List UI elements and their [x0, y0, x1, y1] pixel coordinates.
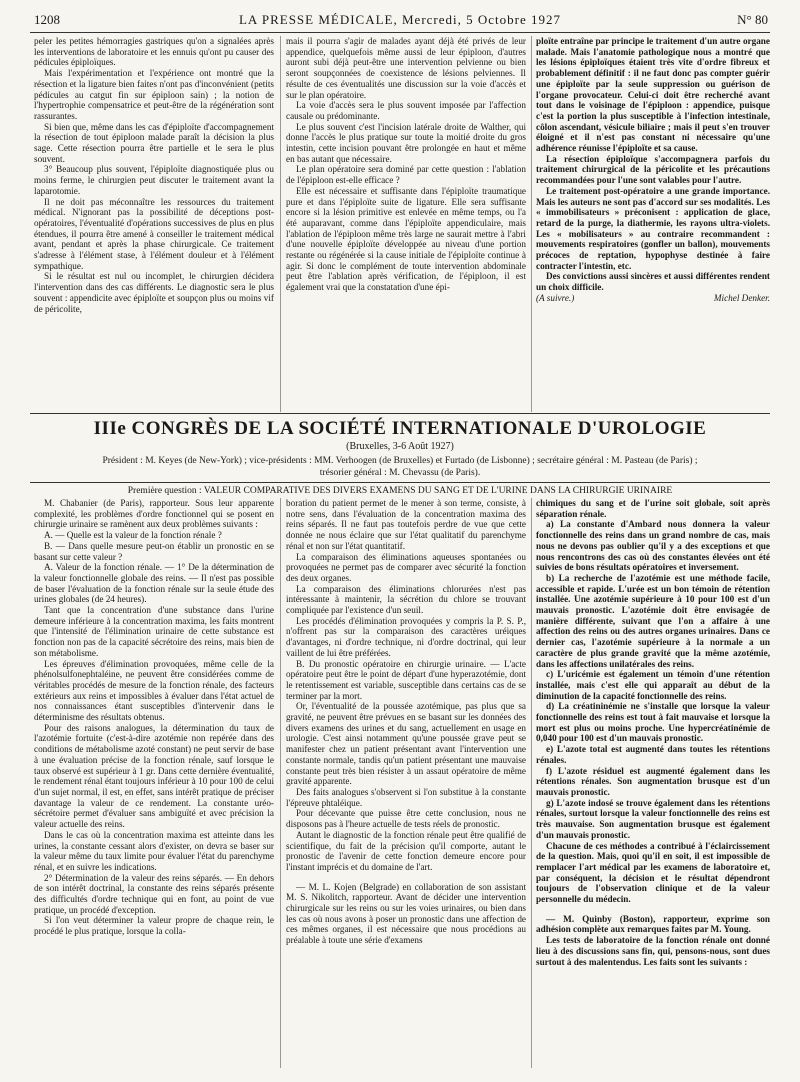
paragraph: La comparaison des éliminations chlorurées n'est pas intéressante à maintenir, la sécrétion du chlore se trouvant compliquée par l'existence d'un seuil. — [286, 583, 526, 616]
to-be-continued: (A suivre.) — [536, 292, 575, 303]
paragraph: c) L'uricémie est également un témoin d'une rétention installée, mais c'est elle qui apparaît au début de la diminution de la capacité fonctionnelle des reins. — [536, 669, 770, 701]
journal-title: LA PRESSE MÉDICALE, Mercredi, 5 Octobre 1927 — [238, 12, 562, 27]
congress-title: IIIe CONGRÈS DE LA SOCIÉTÉ INTERNATIONALE D'UROLOGIE — [93, 418, 707, 439]
paragraph: A. Valeur de la fonction rénale. — 1° De la détermination de la valeur fonctionnelle globale des reins. — Il n'est pas possible de baser l'évaluation de la fonction rénale sur la seule étude des urines globales (de 24 heures). — [34, 562, 274, 605]
page-number: 1208 — [34, 12, 60, 27]
paragraph: La comparaison des éliminations aqueuses spontanées ou provoquées ne permet pas de comparer avec sécurité la fonction des deux organes. — [286, 551, 526, 583]
question-rule — [30, 482, 770, 483]
header-rule — [30, 32, 770, 33]
paragraph: B. — Dans quelle mesure peut-on établir un pronostic en se basant sur cette valeur ? — [34, 540, 274, 562]
paragraph: Le plan opératoire sera dominé par cette question : l'ablation de l'épiploon est-elle efficace ? — [286, 164, 526, 186]
paragraph: Pour des raisons analogues, la détermination du taux de l'azotémie fortuite (c'est-à-dire azotémie non repérée dans des conditions de métabolisme azoté constant) ne peut servir de base à une évaluation précise de la fonction rénale, sauf lorsque le taux observé est supérieur à 1 gr. Dans cette dernière éventualité, le rendement rénal étant toujours inférieur à 10 pour 100 de celui d'un sujet normal, il est, en effet, sans intérêt pratique de préciser davantage la valeur de ce rendement. La constante uréo-sécrétoire permet d'évaluer sans ambiguïté et avec précision la valeur actuelle des reins. — [34, 722, 274, 830]
column-divider — [531, 36, 532, 412]
paragraph: Des convictions aussi sincères et aussi différentes rendent un choix difficile. — [536, 271, 770, 293]
article-author: Michel Denker. — [713, 292, 770, 303]
paragraph: mais il pourra s'agir de malades ayant déjà été privés de leur appendice, quelquefois même aussi de leur épiploon, d'autres auront subi déjà peut-être une intervention pelvienne ou bien seront soupçonnées de coexistence de lésions pelviennes. Il résulte de ces éventualités une discussion sur la voie d'accès et sur le plan opératoire. — [286, 36, 526, 100]
section-column-1 — [34, 498, 274, 1068]
paragraph: b) La recherche de l'azotémie est une méthode facile, accessible et rapide. L'urée est un bon témoin de rétention installée. Une azotémie supérieure à 10 pour 100 est d'un mauvais pronostic. L'azotémie doit être envisagée de manière différente, suivant que l'on a affaire à une affection des reins ou des autres organes urinaires. Dans ce dernier cas, l'azotémie supérieure à la normale a un caractère de plus grande gravité que la même azotémie, dans les affections unilatérales des reins. — [536, 572, 770, 669]
section-column-3 — [536, 498, 770, 1068]
page-header — [0, 0, 800, 30]
congress-place-date: (Bruxelles, 3-6 Août 1927) — [346, 441, 454, 452]
paragraph: Mais l'expérimentation et l'expérience ont montré que la résection et la ligature bien faites n'ont pas d'inconvénient (petits pédicules au catgut fin sur épiploon sain) ; la notion de l'hypertrophie compensatrice et peut-être de la régénération sont rassurantes. — [34, 68, 274, 121]
issue-number: N° 80 — [737, 12, 768, 27]
paragraph: — M. Quinby (Boston), rapporteur, exprime son adhésion complète aux remarques faites par M. Young. — [536, 913, 770, 935]
paragraph: — M. L. Kojen (Belgrade) en collaboration de son assistant M. S. Nikolitch, rapporteur. Avant de décider une intervention chirurgicale sur les reins ou sur les voies urinaires, ou bien dans les cas où nous avons à poser un pronostic dans une affection de ces mêmes organes, il est nécessaire que nous procédions au préalable à toute une série d'examens — [286, 881, 526, 946]
paragraph: Le plus souvent c'est l'incision latérale droite de Walther, qui donne l'accès le plus pratique sur toute la moitié droite du gros intestin, cette incision pouvant être prolongée en haut et même en bas autant que nécessaire. — [286, 121, 526, 164]
paragraph: d) La créatininémie ne s'installe que lorsque la valeur fonctionnelle des reins est tout à fait mauvaise et lorsque la mort est plus ou moins proche. Une hypercréatinémie de 0,040 pour 100 est d'un mauvais pronostic. — [536, 701, 770, 744]
paragraph: Les procédés d'élimination provoquées y compris la P. S. P., n'offrent pas sur la comparaison des caractères uréiques d'avantages, ni d'ordre technique, ni d'ordre doctrinal, qui leur vaillent de lui être préférées. — [286, 615, 526, 658]
congress-officers — [30, 455, 770, 479]
paragraph: Des faits analogues s'observent si l'on substitue à la constante l'épreuve phtaléique. — [286, 786, 526, 808]
paragraph: Chacune de ces méthodes a contribué à l'éclaircissement de la question. Mais, quoi qu'il en soit, il est impossible de remplacer l'art médical par les examens de laboratoire et, par conséquent, la décision et le résultat dépendront toujours de l'observation clinique et de la valeur personnelle du médecin. — [536, 840, 770, 905]
paragraph: f) L'azote résiduel est augmenté également dans les rétentions rénales. Son augmentation brusque est d'un mauvais pronostic. — [536, 765, 770, 797]
section-rule — [30, 413, 770, 414]
paragraph: Si le résultat est nul ou incomplet, le chirurgien décidera l'intervention dans des cas différents. Le diagnostic sera le plus souvent : appendicite avec épiploïte et soupçon plus ou moins vif de péricolite, — [34, 271, 274, 314]
paragraph: 3° Beaucoup plus souvent, l'épiploïte diagnostiquée plus ou moins ferme, le chirurgien peut discuter le traitement avant la laparotomie. — [34, 164, 274, 196]
paragraph: peler les petites hémorragies gastriques qu'on a signalées après les interventions de laboratoire et les ennuis qu'ont pu causer des pédicules épiploïques. — [34, 36, 274, 68]
top-article-column-2 — [286, 36, 526, 411]
paragraph: Pour décevante que puisse être cette conclusion, nous ne disposons pas à l'heure actuelle de tests réels de pronostic. — [286, 808, 526, 830]
paragraph: M. Chabanier (de Paris), rapporteur. Sous leur apparente complexité, les problèmes d'ordre fonctionnel qui se posent en chirurgie urinaire se ramènent aux deux problèmes suivants : — [34, 498, 274, 530]
paragraph: Autant le diagnostic de la fonction rénale peut être qualifié de scientifique, du fait de la précision qu'il comporte, autant le pronostic de l'avenir de cette fonction demeure encore pour l'instant imprécis et du domaine de l'art. — [286, 829, 526, 872]
paragraph: La voie d'accès sera le plus souvent imposée par l'affection causale ou prédominante. — [286, 100, 526, 121]
paragraph: ploïte entraîne par principe le traitement d'un autre organe malade. Mais l'anatomie pathologique nous a montré que les lésions épiploïques étaient très vite d'ordre fibreux et probablement définitif : il ne faut donc pas compter guérir une épiploïte par la seule suppression ou guérison de l'organe provocateur. Celui-ci doit être recherché avant tout dans le voisinage de l'épiploon : appendice, puisque c'est la portion la plus susceptible à l'infection intestinale, côlon ascendant, vésicule biliaire ; mais il peut s'en trouver éloigné et il n'est pas constant ni nécessaire qu'une adhérence réunisse l'épiploïte et sa cause. — [536, 36, 770, 154]
paragraph: Dans le cas où la concentration maxima est atteinte dans les urines, la constante cessant alors d'exister, on devra se baser sur la valeur même du taux limite pour évaluer l'état du parenchyme rénal, et en suivre les indications. — [34, 829, 274, 872]
paragraph: Les épreuves d'élimination provoquées, même celle de la phénolsulfonephtaléine, ne peuvent être considérées comme de véritables procédés de mesure de la fonction rénale, des facteurs extérieurs aux reins et impossibles à évaluer dans l'état actuel de nos connaissances étant susceptibles d'intervenir dans le déterminisme des résultats obtenus. — [34, 658, 274, 723]
paragraph: A. — Quelle est la valeur de la fonction rénale ? — [44, 530, 222, 541]
column-divider — [280, 36, 281, 412]
paragraph: Il ne doit pas méconnaître les ressources du traitement médical. N'ignorant pas la possibilité de déceptions post-opératoires, l'éventualité d'opérations successives de plus en plus étendues, il pourra être amené à conseiller le traitement médical avant, pendant et après la phase chirurgicale. Ce traitement s'adresse à l'élément stase, à l'élément douleur et à l'élément sympathique. — [34, 196, 274, 271]
paragraph: g) L'azote indosé se trouve également dans les rétentions rénales, surtout lorsque la valeur fonctionnelle des reins est très mauvaise. Son augmentation brusque est également d'un mauvais pronostic. — [536, 797, 770, 840]
paragraph: La résection épiploïque s'accompagnera parfois du traitement chirurgical de la péricolite et les précautions recommandées pour l'une sont valables pour l'autre. — [536, 153, 770, 186]
top-article-column-1 — [34, 36, 274, 411]
paragraph: Le traitement post-opératoire a une grande importance. Mais les auteurs ne sont pas d'accord sur ses modalités. Les « immobilisateurs » préconisent : application de glace, retard de la purge, la diathermie, les rayons ultra-violets. Les « mobilisateurs » au contraire recommandent : mouvements respiratoires (gonfler un ballon), mouvements précoces de reptation, hypophyse destinée à faire contracter l'intestin, etc. — [536, 185, 770, 271]
paragraph: Elle est nécessaire et suffisante dans l'épiploïte traumatique pure et dans l'épiploïte suite de ligature. Elle sera suffisante encore si la lésion primitive est enlevée en même temps, ou l'a été auparavant, comme dans l'épiploïte appendiculaire, mais l'ablation de l'épiploon même très large ne saurait mettre à l'abri d'une nouvelle épiploïte développée au niveau d'une portion restante ou régénérée si la cause initiale de l'épiploïte continue à agir. Si donc le complément de toute intervention abdominale peut être l'ablation après vérification, de l'épiploon, il est également vrai que la constatation d'une épi- — [286, 185, 526, 293]
section-column-2 — [286, 498, 526, 1068]
first-question: Première question : VALEUR COMPARATIVE DES DIVERS EXAMENS DU SANG ET DE L'URINE DANS LA CHIRURGIE URINAIRE — [127, 486, 673, 496]
officers-line-1: Président : M. Keyes (de New-York) ; vice-présidents : MM. Verhoogen (de Bruxelles) et Furtado (de Lisbonne) ; secrétaire général : M. Pasteau (de Paris) ; — [102, 456, 698, 466]
paragraph: chimiques du sang et de l'urine soit globale, soit après séparation rénale. — [536, 498, 770, 519]
paragraph: 2° Détermination de la valeur des reins séparés. — En dehors de son intérêt doctrinal, la constante des reins séparés présente des difficultés d'ordre technique qui en font, au point de vue pratique, un procédé d'exception. — [34, 872, 274, 915]
column-divider — [531, 498, 532, 1068]
paragraph: Si l'on veut déterminer la valeur propre de chaque rein, le procédé le plus pratique, lorsque la colla- — [34, 915, 274, 937]
paragraph: a) La constante d'Ambard nous donnera la valeur fonctionnelle des reins dans un grand nombre de cas, mais nous ne devons pas oublier qu'il y a des exceptions et que nous rencontrons des cas où des constantes élevées ont été suivies de bons résultats opératoires et inversement. — [536, 519, 770, 573]
paragraph: B. Du pronostic opératoire en chirurgie urinaire. — L'acte opératoire peut être le point de départ d'une hyperazotémie, dont le retentissement est variable, susceptible dans certains cas de se terminer par la mort. — [286, 658, 526, 701]
paragraph: Tant que la concentration d'une substance dans l'urine demeure inférieure à la concentration maxima, les faits montrent que l'intensité de l'élimination urinaire de cette substance est fonction non pas de la capacité sécrétoire des reins, mais bien de son métabolisme. — [34, 605, 274, 658]
column-divider — [280, 498, 281, 1068]
top-article-column-3 — [536, 36, 770, 411]
paragraph: e) L'azote total est augmenté dans toutes les rétentions rénales. — [536, 744, 770, 765]
paragraph: Si bien que, même dans les cas d'épiploïte d'accompagnement la résection de tout épiploon malade paraît la décision la plus sage. Cette résection pourra être partielle et le sera le plus souvent. — [34, 121, 274, 164]
paragraph: boration du patient permet de le mener à son terme, consiste, à notre sens, dans l'évaluation de la concentration maxima des reins séparés. Il ne faut pas toutefois perdre de vue que cette donnée ne nous éclaire que sur l'état qualitatif du parenchyme rénal et non sur l'état quantitatif. — [286, 498, 526, 551]
signature-line — [536, 293, 770, 304]
paragraph: Or, l'éventualité de la poussée azotémique, pas plus que sa gravité, ne peuvent être prévues en se basant sur les données des divers examens des urines et du sang, actuellement en usage en urologie. C'est ainsi notamment qu'une poussée grave peut se manifester chez un patient présentant avant l'intervention une constante normale, tandis qu'un patient présentant une mauvaise constante peut très bien résister à un assaut opératoire de même gravité apparente. — [286, 701, 526, 787]
paragraph: Les tests de laboratoire de la fonction rénale ont donné lieu à des discussions sans fin, qui, pensons-nous, sont dues surtout à des malentendus. Les faits sont les suivants : — [536, 935, 770, 967]
officers-line-2: trésorier général : M. Chevassu (de Paris). — [319, 468, 481, 478]
